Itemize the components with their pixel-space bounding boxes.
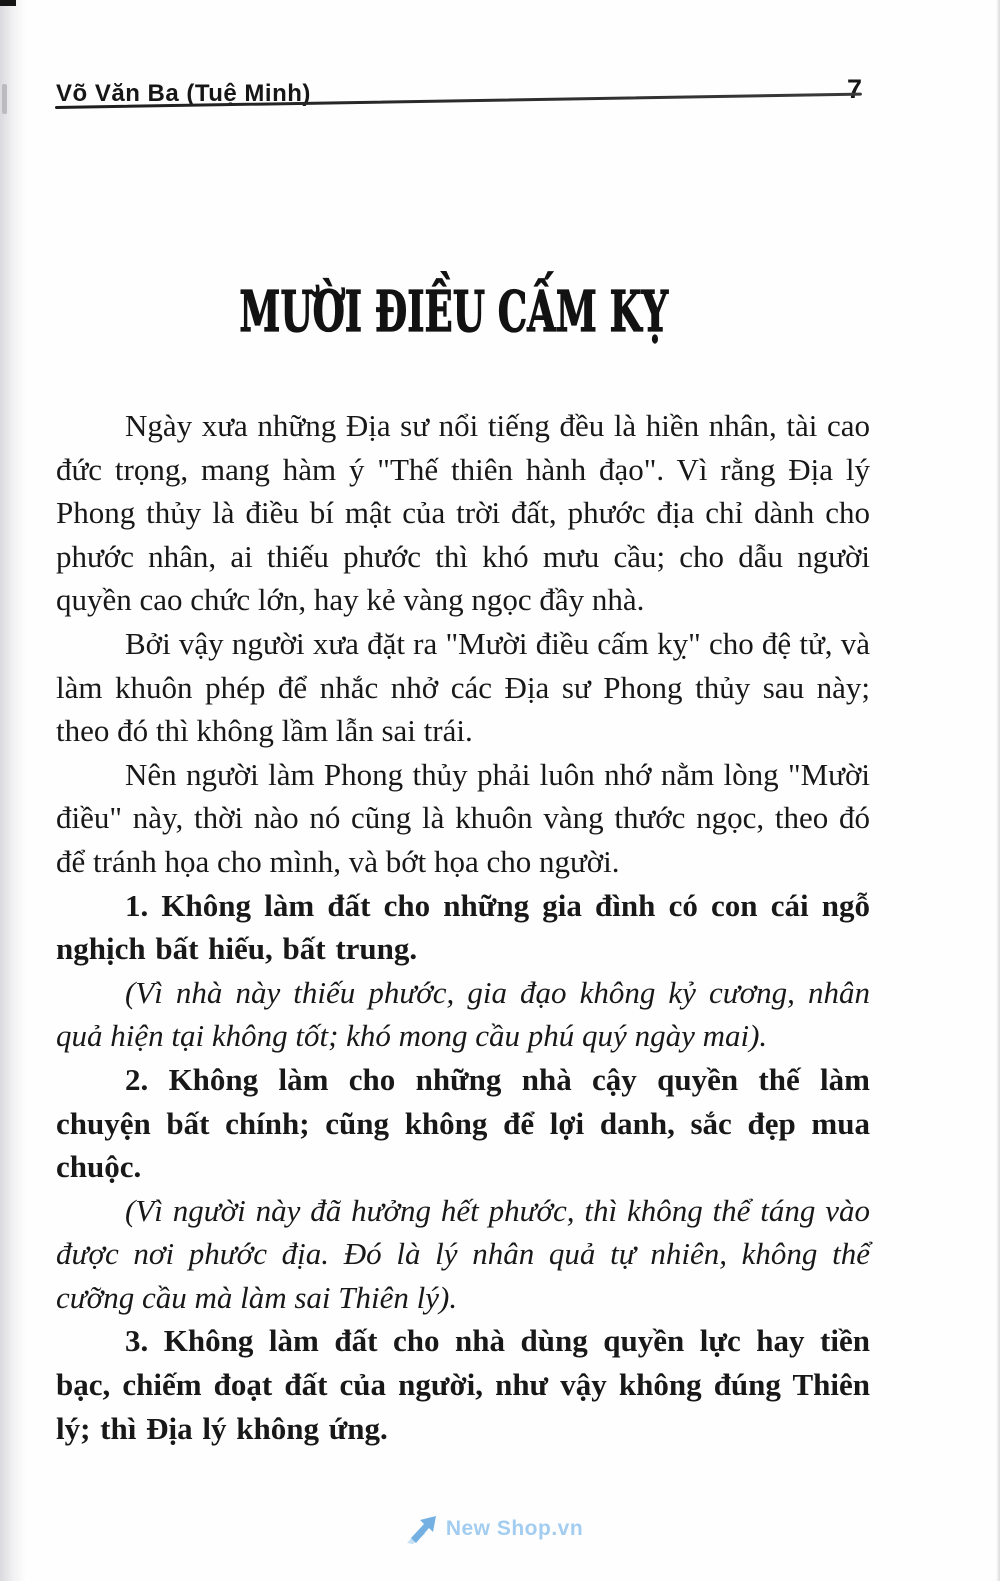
scan-left-edge-shadow: [0, 0, 26, 1581]
rule-1: 1. Không làm đất cho những gia đình có con cái ngỗ nghịch bất hiếu, bất trung.: [56, 887, 870, 967]
watermark: [0, 1511, 1000, 1547]
rule-1-note: (Vì nhà này thiếu phước, gia đạo không kỷ cương, nhân quả hiện tại không tốt; khó mong cầu phú quý ngày mai).: [56, 974, 870, 1054]
paragraph-origin: Bởi vậy người xưa đặt ra "Mười điều cấm kỵ" cho đệ tử, và làm khuôn phép để nhắc nhở các Địa sư Phong thủy sau này; theo đó thì không lầm lẫn sai trái.: [56, 625, 870, 749]
chapter-title-text: MƯỜI ĐIỀU CẤM KỴ: [239, 279, 669, 345]
rule-3: 3. Không làm đất cho nhà dùng quyền lực hay tiền bạc, chiếm đoạt đất của người, như vậy không đúng Thiên lý; thì Địa lý không ứng.: [56, 1323, 870, 1446]
newshop-logo-icon: [405, 1514, 439, 1544]
watermark-text: New Shop.vn: [445, 1517, 584, 1540]
scan-corner-artifact: [0, 0, 16, 6]
rule-2-note: (Vì người này đã hưởng hết phước, thì không thể táng vào được nơi phước địa. Đó là lý nhân quả tự nhiên, không thể cưỡng cầu mà làm sai Thiên lý).: [56, 1192, 870, 1315]
body-text: [56, 404, 870, 1450]
paragraph-intro: Ngày xưa những Địa sư nổi tiếng đều là hiền nhân, tài cao đức trọng, mang hàm ý "Thế thiên hành đạo". Vì rằng Địa lý Phong thủy là điều bí mật của trời đất, phước địa chỉ dành cho phước nhân, ai thiếu phước thì khó mưu cầu; cho dẫu người quyền cao chức lớn, hay kẻ vàng ngọc đầy nhà.: [56, 408, 870, 618]
scan-right-edge-shadow: [996, 0, 1000, 1581]
paragraph-reminder: Nên người làm Phong thủy phải luôn nhớ nằm lòng "Mười điều" này, thời nào nó cũng là khuôn vàng thước ngọc, theo đó để tránh họa cho mình, và bớt họa cho người.: [56, 756, 870, 879]
running-header: [56, 74, 862, 108]
scan-edge-smudge: [2, 84, 7, 114]
running-header-author: Võ Văn Ba (Tuệ Minh): [56, 80, 311, 107]
rule-2: 2. Không làm cho những nhà cậy quyền thế làm chuyện bất chính; cũng không để lợi danh, sắc đẹp mua chuộc.: [56, 1061, 870, 1185]
page-number: 7: [846, 74, 862, 104]
chapter-title: [0, 279, 1000, 345]
